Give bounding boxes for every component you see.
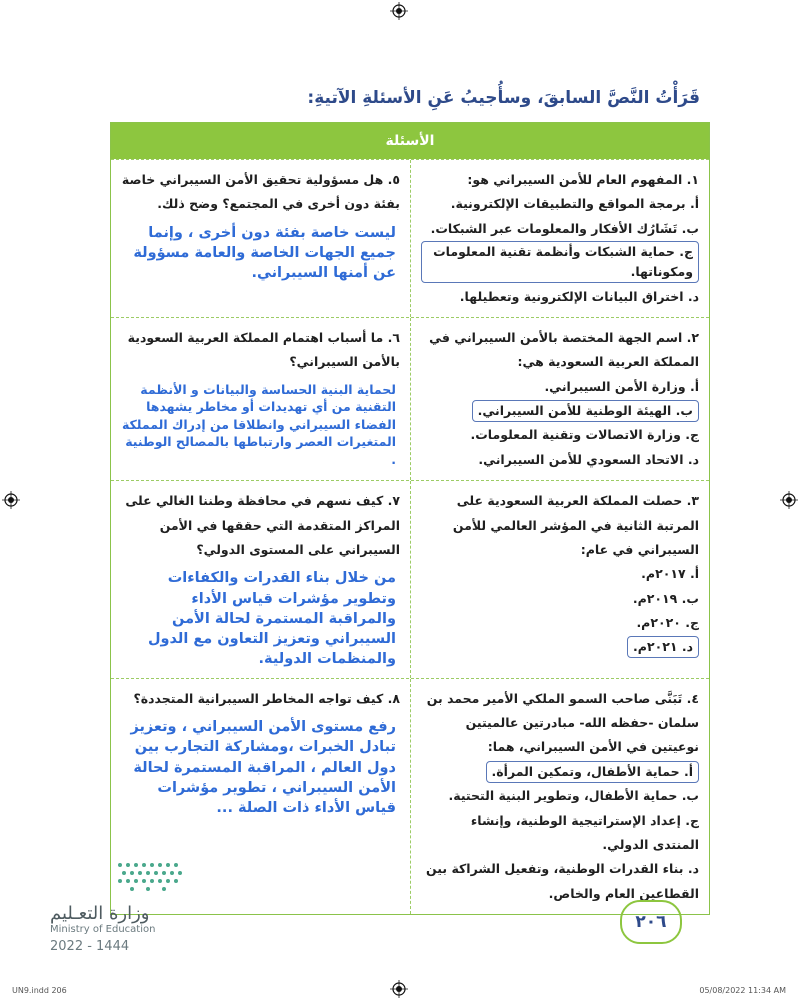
registration-mark-right bbox=[780, 491, 798, 509]
question-cell-7 bbox=[111, 481, 410, 678]
question-3: ٣. حصلت المملكة العربية السعودية على المرتبة الثانية في المؤشر العالمي للأمن السيبراني في عام: bbox=[452, 493, 699, 557]
question-cell-5 bbox=[111, 160, 410, 317]
option-2a: أ. وزارة الأمن السيبراني. bbox=[544, 378, 699, 394]
answer-6: لحماية البنية الحساسة والبيانات و الأنظمة التقنية من أي تهديدات أو مخاطر يشهدها الفضاء السيبراني وانطلاقا من إدراك المملكة المتغيرات العصر وارتباطها بالمصالح الوطنية . bbox=[121, 381, 396, 467]
page-number: ٢٠٦ bbox=[620, 900, 682, 944]
question-1: ١. المفهوم العام للأمن السيبراني هو: bbox=[467, 172, 699, 187]
answer-8: رفع مستوى الأمن السيبراني ، وتعزيز تبادل الخبرات ،ومشاركة التجارب بين دول العالم ، المراقبة المستمرة لحالة الأمن السيبراني ، تطوير مؤشرات قياس الأداء ذات الصلة ... bbox=[130, 719, 396, 817]
question-cell-3 bbox=[410, 481, 709, 678]
question-cell-6 bbox=[111, 318, 410, 480]
option-1b: ب. تَشَارُك الأفكار والمعلومات عبر الشبكات. bbox=[430, 220, 699, 236]
table-row bbox=[111, 317, 709, 480]
table-header: الأسئلة bbox=[111, 123, 709, 159]
answer-5: ليست خاصة بفئة دون أخرى ، وإنما جميع الجهات الخاصة والعامة مسؤولة عن أمنها السيبراني. bbox=[133, 224, 396, 282]
question-5: ٥. هل مسؤولية تحقيق الأمن السيبراني خاصة بفئة دون أخرى في المجتمع؟ وضح ذلك. bbox=[121, 172, 400, 212]
option-4a-selected[interactable]: أ. حماية الأطفال، وتمكين المرأة. bbox=[486, 761, 699, 783]
registration-mark-left bbox=[2, 491, 20, 509]
question-cell-1 bbox=[410, 160, 709, 317]
question-6: ٦. ما أسباب اهتمام المملكة العربية السعودية بالأمن السيبراني؟ bbox=[127, 329, 400, 370]
footer-file: UN9.indd 206 bbox=[12, 986, 67, 995]
option-3b: ب. ٢٠١٩م. bbox=[632, 590, 699, 606]
footer-timestamp: 05/08/2022 11:34 AM bbox=[699, 986, 786, 995]
question-cell-4 bbox=[410, 679, 709, 914]
option-3c: ج. ٢٠٢٠م. bbox=[636, 615, 699, 630]
table-row bbox=[111, 159, 709, 317]
option-4b: ب. حماية الأطفال، وتطوير البنية التحتية. bbox=[448, 788, 699, 804]
ministry-name-ar: وزارة التعـليم bbox=[50, 903, 150, 924]
question-7: ٧. كيف نسهم في محافظة وطننا الغالي على المراكز المتقدمة التي حققها في الأمن السيبراني على المستوى الدولي؟ bbox=[125, 493, 400, 557]
option-4c: ج. إعداد الإستراتيجية الوطنية، وإنشاء المنتدى الدولي. bbox=[470, 812, 699, 852]
registration-mark-top bbox=[390, 2, 408, 20]
ministry-logo bbox=[50, 855, 190, 954]
option-2d: د. الاتحاد السعودي للأمن السيبراني. bbox=[478, 451, 699, 467]
registration-mark-bottom bbox=[390, 980, 408, 998]
question-8: ٨. كيف تواجه المخاطر السيبرانية المتجددة؟ bbox=[133, 690, 400, 706]
option-3a: أ. ٢٠١٧م. bbox=[641, 566, 699, 582]
intro-heading: قَرَأْتُ النَّصَّ السابقَ، وسأُجيبُ عَنِ الأسئلةِ الآتيةِ: bbox=[307, 88, 700, 108]
ministry-year: 2022 - 1444 bbox=[50, 939, 130, 954]
questions-table bbox=[110, 122, 710, 915]
option-3d-selected[interactable]: د. ٢٠٢١م. bbox=[627, 636, 699, 658]
option-1c-selected[interactable]: ج. حماية الشبكات وأنظمة تقنية المعلومات ومكوناتها. bbox=[421, 241, 699, 283]
option-1a: أ. برمجة المواقع والتطبيقات الإلكترونية. bbox=[450, 196, 699, 212]
question-4: ٤. تَبَنَّى صاحب السمو الملكي الأمير محمد بن سلمان -حفظه الله- مبادرتين عالميتين نوعيتين في الأمن السيبراني، هما: bbox=[426, 690, 699, 755]
ministry-name-en: Ministry of Education bbox=[50, 924, 156, 935]
option-2c: ج. وزارة الاتصالات وتقنية المعلومات. bbox=[470, 427, 699, 443]
question-cell-2 bbox=[410, 318, 709, 480]
table-row bbox=[111, 678, 709, 914]
answer-7: من خلال بناء القدرات والكفاءات وتطوير مؤشرات قياس الأداء والمراقبة المستمرة لحالة الأمن السيبراني وتعزيز التعاون مع الدول والمنظمات الدولية. bbox=[147, 570, 396, 668]
table-row bbox=[111, 480, 709, 678]
option-4d: د. بناء القدرات الوطنية، وتفعيل الشراكة بين القطاعين العام والخاص. bbox=[426, 861, 699, 901]
option-1d: د. اختراق البيانات الإلكترونية وتعطيلها. bbox=[459, 288, 699, 304]
question-2: ٢. اسم الجهة المختصة بالأمن السيبراني في المملكة العربية السعودية هي: bbox=[429, 329, 699, 370]
ministry-emblem-icon bbox=[110, 855, 190, 895]
option-2b-selected[interactable]: ب. الهيئة الوطنية للأمن السيبراني. bbox=[472, 400, 699, 422]
